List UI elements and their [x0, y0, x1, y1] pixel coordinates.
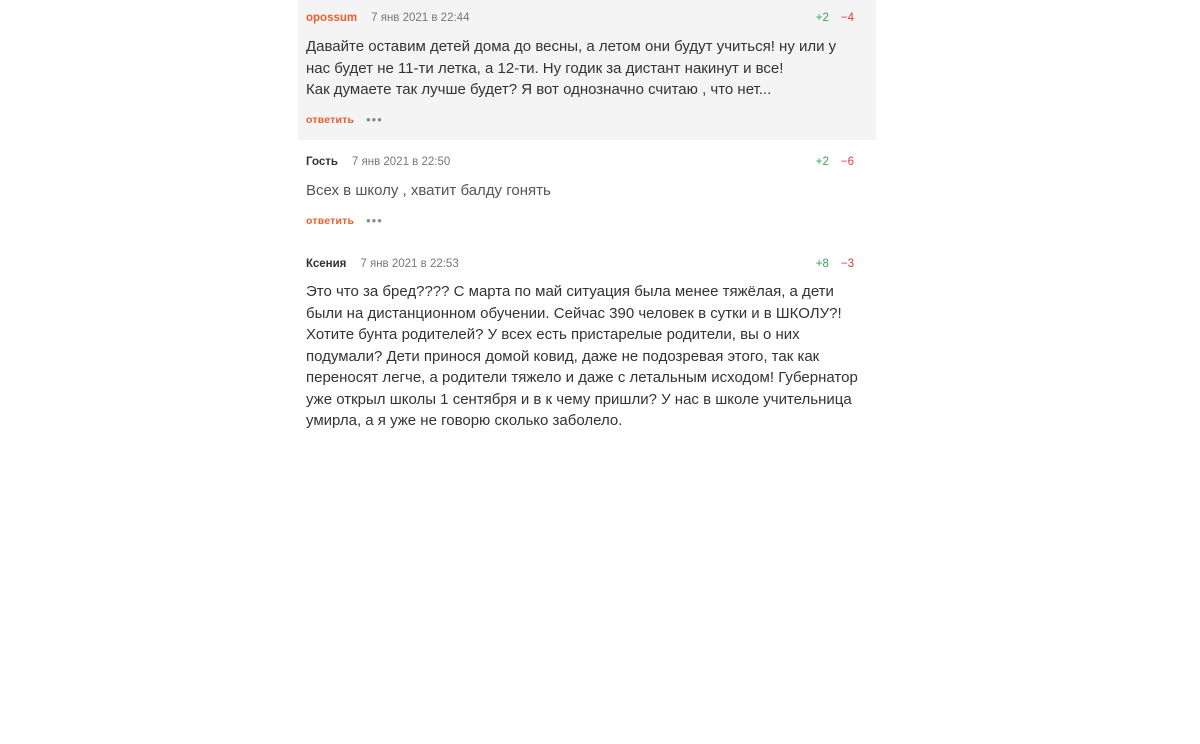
more-dots-icon[interactable]: ••• [366, 213, 383, 228]
comment-meta [306, 153, 854, 171]
reply-button[interactable]: ответить [306, 114, 355, 126]
comment-text: Всех в школу , хватит балду гонять [306, 182, 551, 199]
comment-author[interactable]: Ксения [306, 258, 347, 270]
comment-text: Это что за бред???? С марта по май ситуация была менее тяжёлая, а дети были на дистанционном обучении. Сейчас 390 человек в сутки и в ШКОЛУ?! Хотите бунта родителей? У всех есть пристарелые родители, вы о них подумали? Дети принося домой ковид, даже не подозревая этого, так как переносят легче, а родители тяжело и даже с летальным исходом! Губернатор уже открыл школы 1 сентября и в к чему пришли? У нас в школе учительница умирла, а я уже не говорю сколько заболело. [306, 283, 858, 429]
comment-meta [306, 255, 854, 273]
comment-author[interactable]: Гость [306, 156, 338, 168]
upvote-button[interactable]: +2 [815, 156, 829, 168]
downvote-button[interactable]: −4 [840, 12, 854, 24]
comment [298, 0, 876, 140]
comment-actions [306, 213, 383, 229]
comment [298, 241, 876, 441]
reply-button[interactable]: ответить [306, 215, 355, 227]
upvote-button[interactable]: +8 [815, 258, 829, 270]
comment-date: 7 янв 2021 в 22:53 [360, 258, 459, 270]
comment-meta [306, 9, 854, 27]
comment-date: 7 янв 2021 в 22:44 [371, 12, 470, 24]
comment-date: 7 янв 2021 в 22:50 [351, 156, 451, 168]
downvote-button[interactable]: −3 [840, 258, 854, 270]
comment-votes [816, 258, 854, 270]
downvote-button[interactable]: −6 [840, 156, 854, 168]
comment-author[interactable]: opossum [306, 12, 358, 24]
comment-votes [816, 156, 854, 168]
more-dots-icon[interactable]: ••• [366, 112, 383, 127]
comments-list [298, 0, 876, 441]
upvote-button[interactable]: +2 [815, 12, 829, 24]
comment-text: Давайте оставим детей дома до весны, а летом они будут учиться! ну или у нас будет не 11-ти летка, а 12-ти. Ну годик за дистант накинут и все! Как думаете так лучше будет? Я вот однозначно считаю , что нет... [306, 38, 837, 98]
comment-actions [306, 112, 383, 128]
comment-votes [816, 12, 854, 24]
comment [298, 140, 876, 241]
